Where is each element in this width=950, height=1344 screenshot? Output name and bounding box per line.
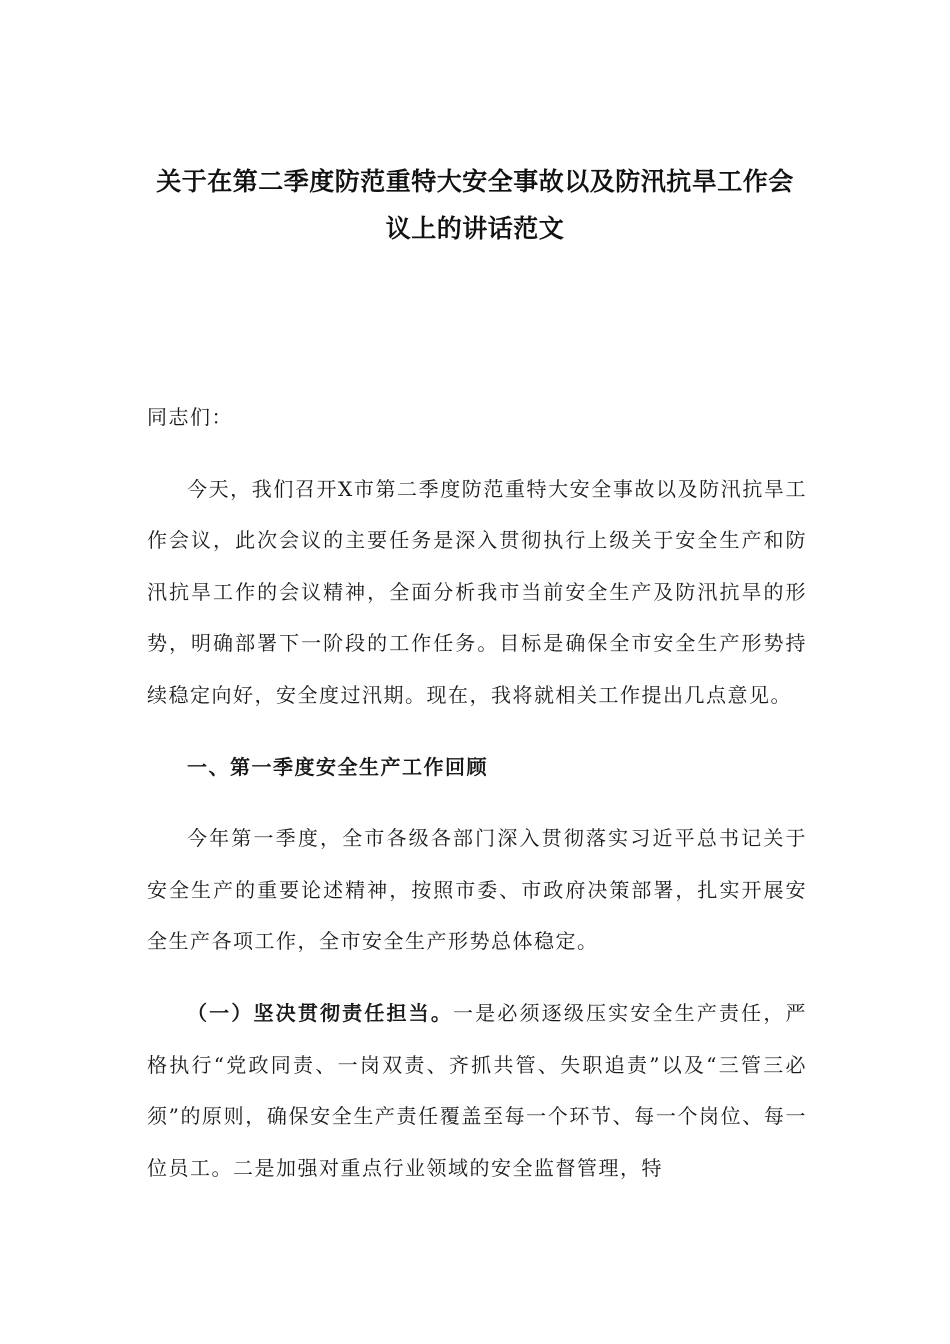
document-body [147,392,807,1214]
subsection-1-text: 一是必须逐级压实安全生产责任，严格执行“党政同责、一岗双责、齐抓共管、失职追责”以及“三管三必须”的原则，确保安全生产责任覆盖至每一个环节、每一个岗位、每一位员工。二是加强对重点行业领域的安全监督管理，特 [147,1000,807,1180]
subsection-1-paragraph [147,988,807,1194]
document-title-line-2: 议上的讲话范文 [385,214,565,243]
section-1-paragraph: 今年第一季度，全市各级各部门深入贯彻落实习近平总书记关于安全生产的重要论述精神，按照市委、市政府决策部署，扎实开展安全生产各项工作，全市安全生产形势总体稳定。 [147,826,807,954]
intro-paragraph: 今天，我们召开X市第二季度防范重特大安全事故以及防汛抗旱工作会议，此次会议的主要任务是深入贯彻执行上级关于安全生产和防汛抗旱工作的会议精神，全面分析我市当前安全生产及防汛抗旱的形势，明确部署下一阶段的工作任务。目标是确保全市安全生产形势持续稳定向好，安全度过汛期。现在，我将就相关工作提出几点意见。 [147,476,807,707]
subsection-1-lead: （一）坚决贯彻责任担当。 [187,1000,453,1025]
salutation: 同志们： [147,405,233,429]
document-title-line-1: 关于在第二季度防范重特大安全事故以及防汛抗旱工作会 [156,167,794,196]
section-heading-1: 一、第一季度安全生产工作回顾 [187,754,488,779]
